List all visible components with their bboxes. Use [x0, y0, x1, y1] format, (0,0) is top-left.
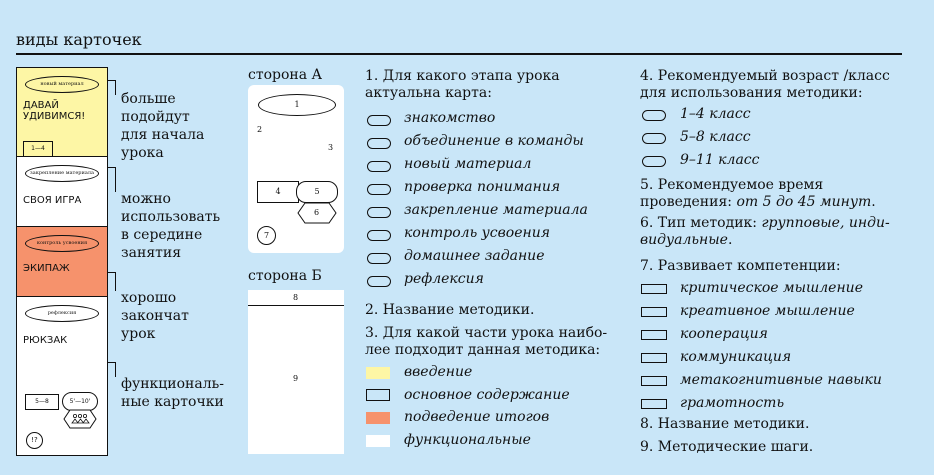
stack-label-functional: функциональ-ные карточки — [121, 376, 224, 410]
competency-item: критическое мышление — [680, 280, 863, 296]
side-b-title: сторона Б — [248, 268, 322, 284]
age-oval-icon — [642, 133, 666, 144]
side-a-card — [248, 85, 344, 253]
field-2-label: 2 — [257, 125, 263, 134]
legend-q4: 4. Рекомендуемый возраст /класс для использования методики: — [640, 68, 890, 101]
legend-q6-value: групповые, инди-видуальные — [640, 215, 890, 248]
stack-label-middle: можно использовать в середине занятия — [121, 191, 221, 261]
field-8-label: 8 — [293, 293, 299, 302]
card-main — [16, 156, 108, 228]
connector-line — [107, 362, 116, 377]
competency-box-icon — [641, 376, 667, 386]
competency-box-icon — [641, 284, 667, 294]
stage-item: контроль усвоения — [404, 225, 550, 241]
title-divider — [16, 53, 902, 55]
stage-oval-icon — [367, 253, 391, 264]
part-swatch-functional — [366, 435, 390, 447]
legend-q5-value: от 5 до 45 минут — [736, 194, 872, 210]
part-item: основное содержание — [404, 387, 570, 403]
group-people-icon — [63, 409, 97, 429]
card-title: ЭКИПАЖ — [23, 263, 70, 274]
card-age-box: 5—8 — [25, 394, 59, 410]
connector-line — [107, 272, 116, 291]
legend-q1: 1. Для какого этапа урока актуальна карта: — [365, 68, 560, 101]
competency-item: креативное мышление — [680, 303, 855, 319]
part-item: подведение итогов — [404, 409, 550, 425]
side-b-card — [248, 290, 344, 454]
field-6-label: 6 — [314, 208, 320, 217]
competency-item: кооперация — [680, 326, 768, 342]
stage-oval-icon — [367, 161, 391, 172]
age-item: 5–8 класс — [680, 129, 751, 145]
part-item: функциональные — [404, 432, 531, 448]
age-item: 9–11 класс — [680, 152, 760, 168]
card-title: ДАВАЙ УДИВИМСЯ! — [23, 100, 86, 122]
card-title: РЮКЗАК — [23, 335, 68, 346]
competency-item: коммуникация — [680, 349, 792, 365]
competency-box-icon — [641, 399, 667, 409]
card-title: СВОЯ ИГРА — [23, 195, 82, 206]
age-oval-icon — [642, 156, 666, 167]
stage-item: объединение в команды — [404, 133, 584, 149]
connector-line — [107, 167, 116, 192]
stage-oval-icon — [367, 184, 391, 195]
competency-box-icon — [641, 353, 667, 363]
stage-oval-icon — [367, 207, 391, 218]
field-5-box: 5 — [296, 181, 338, 203]
legend-q3: 3. Для какой части урока наибо-лее подходит данная методика: — [365, 325, 608, 358]
part-swatch-main — [366, 389, 390, 401]
card-stage-oval: рефлексия — [25, 305, 99, 322]
competency-box-icon — [641, 330, 667, 340]
stage-item: закрепление материала — [404, 202, 588, 218]
stage-item: новый материал — [404, 156, 532, 172]
age-oval-icon — [642, 110, 666, 121]
field-3-label: 3 — [328, 143, 334, 152]
card-control — [16, 226, 108, 298]
legend-q6: 6. Тип методик: групповые, инди-видуальные. — [640, 215, 890, 248]
field-1-oval: 1 — [258, 94, 336, 116]
legend-q2: 2. Название методики. — [365, 302, 535, 318]
legend-q8: 8. Название методики. — [640, 416, 810, 432]
part-swatch-summary — [366, 412, 390, 424]
field-9-label: 9 — [293, 374, 299, 383]
stage-item: проверка понимания — [404, 179, 561, 195]
legend-q9: 9. Методические шаги. — [640, 439, 814, 455]
stage-oval-icon — [367, 115, 391, 126]
legend-q5: 5. Рекомендуемое время проведения: от 5 до 45 минут. — [640, 177, 876, 210]
page-title: виды карточек — [16, 30, 142, 49]
card-time-box: 5'—10' — [62, 392, 98, 411]
stage-item: домашнее задание — [404, 248, 545, 264]
legend-q5-prefix: 5. Рекомендуемое время проведения: — [640, 177, 824, 210]
stage-oval-icon — [367, 138, 391, 149]
part-swatch-intro — [366, 367, 390, 379]
stack-label-start: больше подойдут для начала урока — [121, 91, 205, 161]
stack-label-end: хорошо закончат урок — [121, 290, 189, 342]
card-reflection — [16, 296, 108, 456]
field-4-box: 4 — [257, 181, 299, 203]
connector-line — [107, 80, 116, 95]
card-age-box: 1—4 — [23, 141, 53, 156]
legend-q6-prefix: 6. Тип методик: — [640, 215, 758, 231]
part-item: введение — [404, 364, 473, 380]
age-item: 1–4 класс — [680, 106, 751, 122]
card-intro — [16, 67, 108, 158]
card-stage-oval: контроль усвоения — [25, 235, 99, 252]
stage-oval-icon — [367, 276, 391, 287]
stage-item: знакомство — [404, 110, 496, 126]
card-question-circle: !? — [26, 432, 43, 449]
competency-box-icon — [641, 307, 667, 317]
stage-oval-icon — [367, 230, 391, 241]
competency-item: грамотность — [680, 395, 785, 411]
stage-item: рефлексия — [404, 271, 484, 287]
side-a-title: сторона А — [248, 67, 323, 83]
card-stage-oval: закрепление материала — [25, 165, 99, 182]
card-stage-oval: новый материал — [25, 76, 99, 93]
competency-item: метакогнитивные навыки — [680, 372, 882, 388]
field-7-circle: 7 — [257, 226, 276, 245]
side-b-divider — [248, 305, 344, 306]
legend-q7: 7. Развивает компетенции: — [640, 258, 841, 274]
